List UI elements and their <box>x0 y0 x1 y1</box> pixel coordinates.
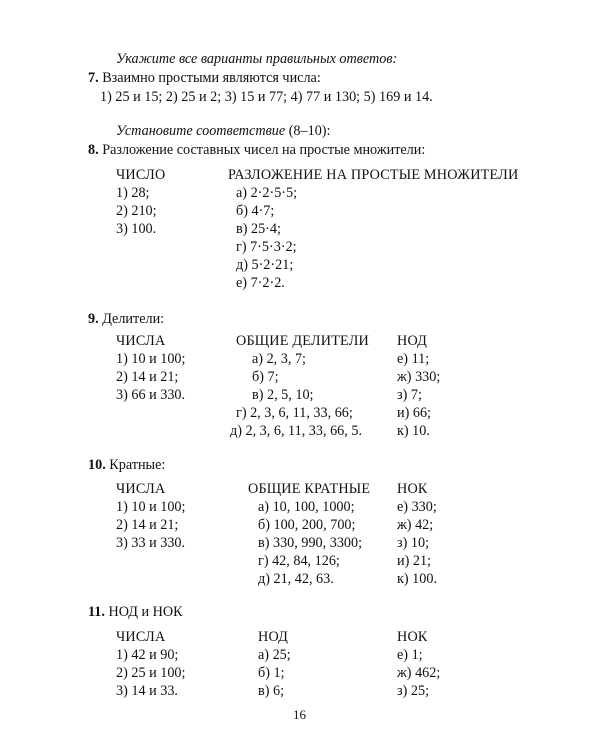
question-11-col2-header: НОД <box>258 629 289 645</box>
question-10-answer: к) 100. <box>397 571 437 587</box>
question-9-number: 9. <box>88 311 99 327</box>
question-10-col3-header: НОК <box>397 481 428 497</box>
question-10-answer: ж) 42; <box>397 517 434 533</box>
question-8-item: 2) 210; <box>116 203 157 219</box>
question-8-number: 8. <box>88 142 99 158</box>
question-8-option: а) 2·2·5·5; <box>236 185 298 201</box>
question-9-option: г) 2, 3, 6, 11, 33, 66; <box>236 405 353 421</box>
question-9-answer: е) 11; <box>397 351 430 367</box>
question-8-title: Разложение составных чисел на простые множители: <box>102 142 426 158</box>
question-8-col1-header: ЧИСЛО <box>116 167 166 183</box>
question-9-item: 2) 14 и 21; <box>116 369 179 385</box>
question-9-option: в) 2, 5, 10; <box>252 387 314 403</box>
question-9-heading <box>88 310 164 328</box>
question-9-answer: к) 10. <box>397 423 430 439</box>
question-7-heading <box>88 69 321 87</box>
instruction-matching-range: (8–10): <box>285 123 331 139</box>
question-8-col2-header: РАЗЛОЖЕНИЕ НА ПРОСТЫЕ МНОЖИТЕЛИ <box>228 167 519 183</box>
question-9-item: 3) 66 и 330. <box>116 387 186 403</box>
question-10-answer: з) 10; <box>397 535 430 551</box>
question-8-item: 1) 28; <box>116 185 150 201</box>
question-10-answer: е) 330; <box>397 499 437 515</box>
question-10-option: д) 21, 42, 63. <box>258 571 334 587</box>
question-10-heading <box>88 456 165 474</box>
question-11-heading <box>88 603 183 621</box>
question-10-number: 10. <box>88 457 106 473</box>
page-number: 16 <box>293 707 306 722</box>
question-11-answer: ж) 462; <box>397 665 441 681</box>
question-10-item: 1) 10 и 100; <box>116 499 186 515</box>
question-9-answer: з) 7; <box>397 387 422 403</box>
question-9-item: 1) 10 и 100; <box>116 351 186 367</box>
question-9-title: Делители: <box>102 311 165 327</box>
question-11-option: а) 25; <box>258 647 291 663</box>
question-8-option: д) 5·2·21; <box>236 257 294 273</box>
question-9-option: а) 2, 3, 7; <box>252 351 306 367</box>
question-11-item: 1) 42 и 90; <box>116 647 179 663</box>
question-10-col2-header: ОБЩИЕ КРАТНЫЕ <box>248 481 371 497</box>
question-10-title: Кратные: <box>109 457 166 473</box>
question-11-item: 3) 14 и 33. <box>116 683 178 699</box>
instruction-matching <box>116 122 330 140</box>
question-9-col3-header: НОД <box>397 333 428 349</box>
instruction-multiple-answers: Укажите все варианты правильных ответов: <box>116 51 398 67</box>
question-9-answer: и) 66; <box>397 405 431 421</box>
question-8-option: в) 25·4; <box>236 221 281 237</box>
question-10-col1-header: ЧИСЛА <box>116 481 166 497</box>
question-11-answer: з) 25; <box>397 683 430 699</box>
question-10-item: 3) 33 и 330. <box>116 535 186 551</box>
question-11-answer: е) 1; <box>397 647 423 663</box>
question-7-title: Взаимно простыми являются числа: <box>102 70 321 86</box>
question-11-number: 11. <box>88 604 105 620</box>
question-9-col1-header: ЧИСЛА <box>116 333 166 349</box>
question-10-option: б) 100, 200, 700; <box>258 517 356 533</box>
question-10-option: в) 330, 990, 3300; <box>258 535 363 551</box>
question-11-option: в) 6; <box>258 683 285 699</box>
question-11-item: 2) 25 и 100; <box>116 665 186 681</box>
question-8-option: б) 4·7; <box>236 203 275 219</box>
question-8-option: г) 7·5·3·2; <box>236 239 297 255</box>
question-7-number: 7. <box>88 70 99 86</box>
question-11-title: НОД и НОК <box>108 604 183 620</box>
question-8-option: е) 7·2·2. <box>236 275 285 291</box>
question-10-item: 2) 14 и 21; <box>116 517 179 533</box>
instruction-matching-text: Установите соответствие <box>116 123 286 139</box>
question-9-option: д) 2, 3, 6, 11, 33, 66, 5. <box>230 423 363 439</box>
question-8-heading <box>88 141 425 159</box>
question-7-answers: 1) 25 и 15; 2) 25 и 2; 3) 15 и 77; 4) 77 и 130; 5) 169 и 14. <box>100 89 433 105</box>
question-11-col3-header: НОК <box>397 629 428 645</box>
question-8-item: 3) 100. <box>116 221 157 237</box>
question-9-option: б) 7; <box>252 369 279 385</box>
question-11-option: б) 1; <box>258 665 285 681</box>
question-10-option: г) 42, 84, 126; <box>258 553 340 569</box>
question-10-option: а) 10, 100, 1000; <box>258 499 355 515</box>
question-10-answer: и) 21; <box>397 553 431 569</box>
question-9-col2-header: ОБЩИЕ ДЕЛИТЕЛИ <box>236 333 370 349</box>
question-9-answer: ж) 330; <box>397 369 441 385</box>
question-11-col1-header: ЧИСЛА <box>116 629 166 645</box>
